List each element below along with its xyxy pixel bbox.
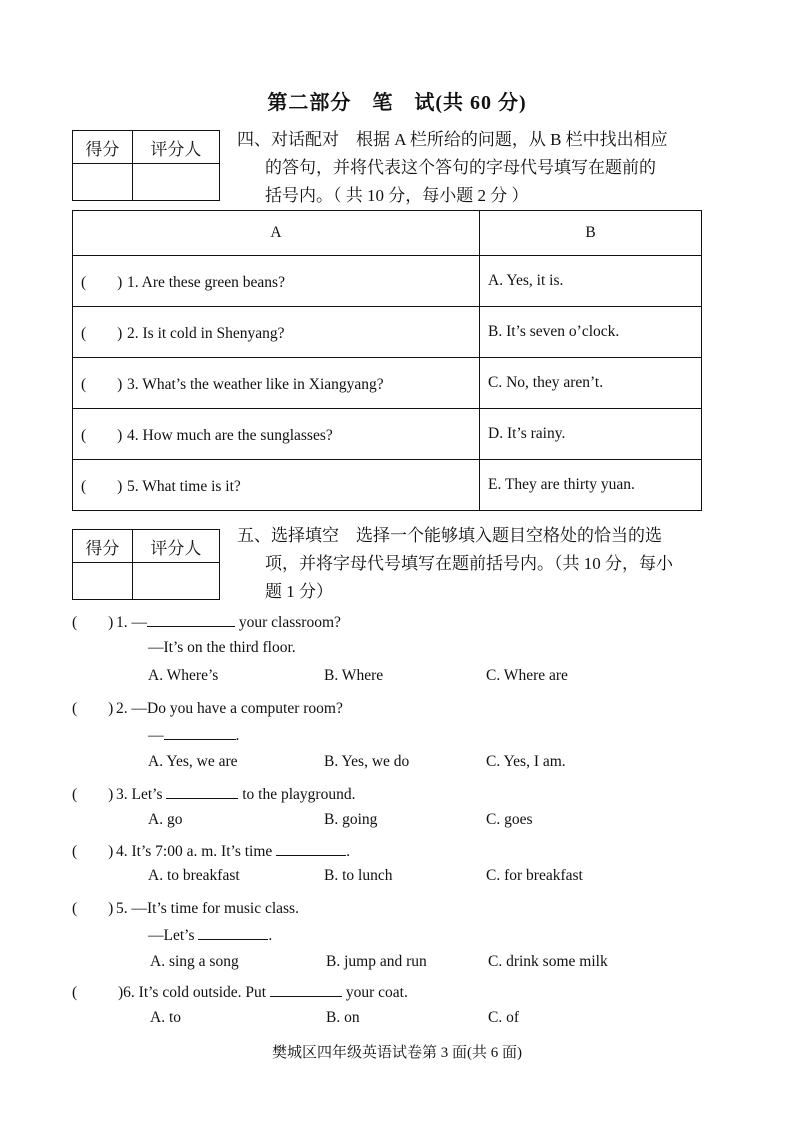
section4-heading-line2: 的答句，并将代表这个答句的字母代号填写在题前的: [265, 158, 656, 177]
question-6: [72, 982, 408, 1002]
question-5: [72, 896, 299, 918]
question-text: 1. —: [116, 614, 147, 631]
question-5-response: [148, 925, 272, 945]
question-text: 2. —Do you have a computer room?: [116, 700, 343, 717]
option-b: B. jump and run: [326, 953, 427, 970]
table-row: [73, 409, 702, 460]
option-a: A. sing a song: [150, 953, 239, 970]
question-text: 3. Let’s: [116, 786, 167, 803]
answer-text: D. It’s rainy.: [480, 409, 702, 460]
question-text: 4. It’s 7:00 a. m. It’s time: [116, 843, 277, 860]
section5-heading-line1: 五、选择填空 选择一个能够填入题目空格处的恰当的选: [237, 526, 662, 545]
question-2: [72, 696, 343, 718]
score-cell: [73, 164, 133, 201]
answer-paren[interactable]: ( ): [81, 478, 123, 495]
option-a: A. Yes, we are: [148, 753, 238, 770]
page-footer: 樊城区四年级英语试卷第 3 面(共 6 面): [272, 1045, 522, 1061]
matching-table: [72, 210, 702, 511]
option-b: B. to lunch: [324, 867, 393, 884]
question-text: your coat.: [341, 984, 408, 1001]
answer-paren[interactable]: ( ): [81, 274, 123, 291]
option-c: C. of: [488, 1009, 519, 1026]
question-4: [72, 839, 350, 861]
question-text: your classroom?: [235, 614, 341, 631]
answer-text: B. It’s seven o’clock.: [480, 307, 702, 358]
column-b-header: B: [480, 211, 702, 256]
question-3: [72, 782, 355, 804]
answer-paren[interactable]: ( ): [81, 325, 123, 342]
column-a-header: A: [73, 211, 480, 256]
option-a: A. go: [148, 811, 183, 828]
section4-heading: [237, 126, 668, 210]
option-c: C. goes: [486, 811, 533, 828]
question-text: —: [148, 727, 164, 744]
score-label: 得分: [73, 530, 133, 563]
option-c: C. Where are: [486, 667, 568, 684]
question-2-response: [148, 725, 239, 745]
question-text: 5. —It’s time for music class.: [116, 900, 299, 917]
question-text: 5. What time is it?: [127, 478, 241, 495]
grader-label: 评分人: [132, 530, 219, 563]
score-box: [72, 130, 220, 201]
section5-heading-line3: 题 1 分）: [265, 582, 333, 601]
table-row: [73, 256, 702, 307]
answer-paren[interactable]: ( ): [72, 700, 114, 717]
score-box: [72, 529, 220, 600]
option-c: C. for breakfast: [486, 867, 583, 884]
question-text: 2. Is it cold in Shenyang?: [127, 325, 285, 342]
question-1: [72, 610, 341, 632]
answer-blank[interactable]: [166, 784, 238, 799]
answer-text: A. Yes, it is.: [480, 256, 702, 307]
question-text: 4. How much are the sunglasses?: [127, 427, 333, 444]
question-1-response: —It’s on the third floor.: [148, 639, 296, 656]
answer-text: E. They are thirty yuan.: [480, 460, 702, 511]
option-a: A. to: [150, 1009, 181, 1026]
answer-blank[interactable]: [198, 925, 268, 940]
question-text: 3. What’s the weather like in Xiangyang?: [127, 376, 384, 393]
option-b: B. on: [326, 1009, 360, 1026]
option-c: C. drink some milk: [488, 953, 608, 970]
question-text: .: [235, 727, 240, 744]
answer-text: C. No, they aren’t.: [480, 358, 702, 409]
page-title: 第二部分 笔 试(共 60 分): [267, 92, 527, 114]
answer-paren[interactable]: ( ): [81, 427, 123, 444]
answer-paren[interactable]: ( ): [72, 843, 114, 860]
grader-cell: [132, 164, 219, 201]
answer-paren[interactable]: ( ): [72, 614, 114, 631]
score-label: 得分: [73, 131, 133, 164]
answer-blank[interactable]: [276, 841, 346, 856]
answer-blank[interactable]: [164, 725, 236, 740]
answer-paren[interactable]: ( ): [72, 900, 114, 917]
question-text: .: [268, 927, 273, 944]
answer-blank[interactable]: [270, 982, 342, 997]
grader-cell: [132, 563, 219, 600]
answer-paren[interactable]: (: [72, 984, 78, 1001]
score-cell: [73, 563, 133, 600]
answer-blank[interactable]: [147, 612, 235, 627]
question-text: .: [346, 843, 351, 860]
answer-paren[interactable]: ( ): [81, 376, 123, 393]
question-text: )6. It’s cold outside. Put: [118, 984, 270, 1001]
table-row: [73, 307, 702, 358]
answer-paren[interactable]: ( ): [72, 786, 114, 803]
option-a: A. to breakfast: [148, 867, 240, 884]
option-b: B. Where: [324, 667, 384, 684]
option-b: B. Yes, we do: [324, 753, 410, 770]
section4-heading-line1: 四、对话配对 根据 A 栏所给的问题，从 B 栏中找出相应: [237, 130, 668, 149]
table-row: [73, 460, 702, 511]
question-text: to the playground.: [238, 786, 356, 803]
question-text: 1. Are these green beans?: [127, 274, 285, 291]
section4-heading-line3: 括号内。（ 共 10 分，每小题 2 分 ）: [265, 186, 529, 205]
section5-heading: [237, 522, 673, 606]
option-a: A. Where’s: [148, 667, 219, 684]
table-row: [73, 358, 702, 409]
question-text: —Let’s: [148, 927, 199, 944]
grader-label: 评分人: [132, 131, 219, 164]
option-b: B. going: [324, 811, 378, 828]
section5-heading-line2: 项，并将字母代号填写在题前括号内。（共 10 分，每小: [265, 554, 673, 573]
option-c: C. Yes, I am.: [486, 753, 566, 770]
